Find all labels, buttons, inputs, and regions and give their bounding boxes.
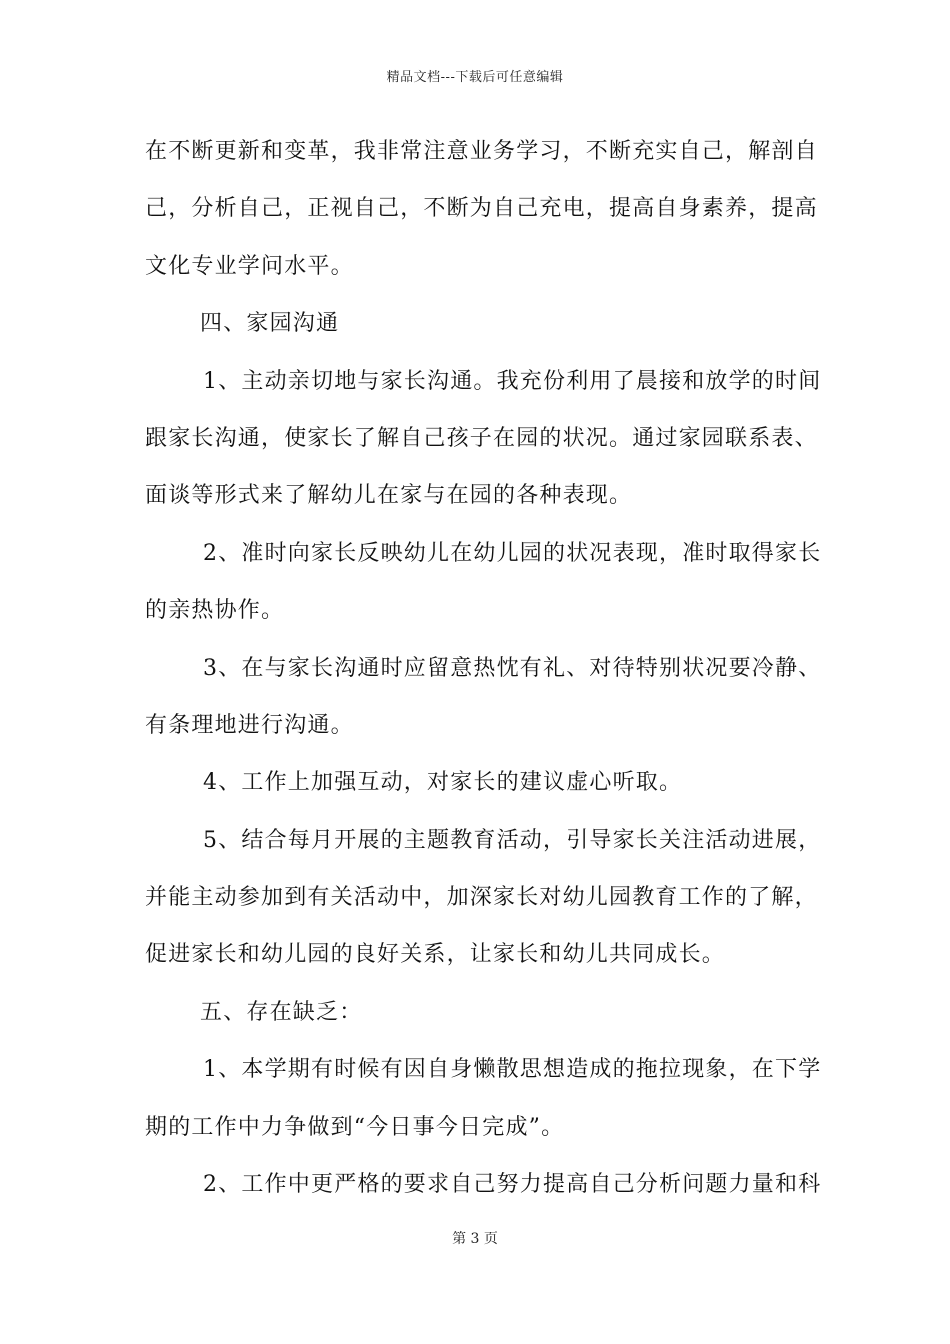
page-number: 第 3 页 xyxy=(452,1231,498,1247)
body-line: 己，分析自己，正视自己，不断为自己充电，提高自身素养，提高 xyxy=(145,196,818,222)
body-line: 1、主动亲切地与家长沟通。我充份利用了晨接和放学的时间 xyxy=(203,368,822,394)
body-line: 文化专业学问水平。 xyxy=(145,253,354,279)
section-heading: 五、存在缺乏： xyxy=(200,999,363,1025)
body-line: 1、本学期有时候有因自身懒散思想造成的拖拉现象，在下学 xyxy=(203,1057,822,1083)
body-line: 并能主动参加到有关活动中，加深家长对幼儿园教育工作的了解， xyxy=(145,885,818,911)
document-body xyxy=(145,134,822,1224)
body-line: 面谈等形式来了解幼儿在家与在园的各种表现。 xyxy=(145,483,633,509)
section-heading: 四、家园沟通 xyxy=(200,311,340,337)
body-line: 在不断更新和变革，我非常注意业务学习，不断充实自己，解剖自 xyxy=(145,139,818,164)
body-line: 4、工作上加强互动，对家长的建议虚心听取。 xyxy=(203,770,683,796)
body-line: 促进家长和幼儿园的良好关系，让家长和幼儿共同成长。 xyxy=(145,942,726,968)
body-line: 5、结合每月开展的主题教育活动，引导家长关注活动进展， xyxy=(203,827,822,853)
body-line: 3、在与家长沟通时应留意热忱有礼、对待特别状况要冷静、 xyxy=(203,655,822,681)
body-line: 期的工作中力争做到“今日事今日完成”。 xyxy=(145,1114,565,1140)
body-line: 有条理地进行沟通。 xyxy=(145,712,354,738)
page-header: 精品文档---下载后可任意编辑 xyxy=(386,70,564,85)
body-line: 2、准时向家长反映幼儿在幼儿园的状况表现，准时取得家长 xyxy=(203,540,822,566)
body-line: 跟家长沟通，使家长了解自己孩子在园的状况。通过家园联系表、 xyxy=(145,425,818,451)
body-line: 2、工作中更严格的要求自己努力提高自己分析问题力量和科 xyxy=(203,1172,822,1198)
body-line: 的亲热协作。 xyxy=(145,598,285,624)
